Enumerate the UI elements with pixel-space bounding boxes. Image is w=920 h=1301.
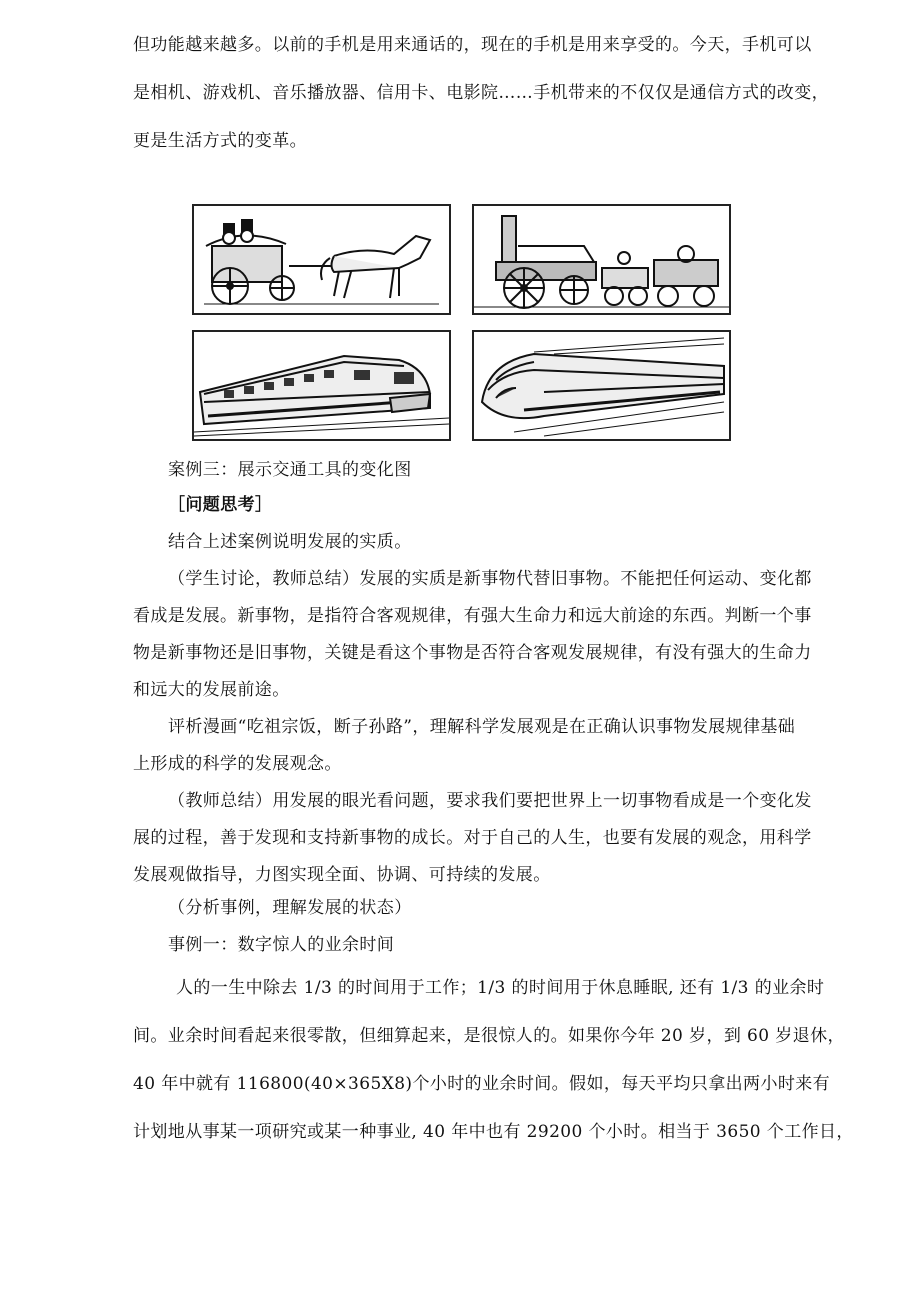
text-line: （教师总结）用发展的眼光看问题，要求我们要把世界上一切事物看成是一个变化发 bbox=[168, 791, 812, 811]
section-heading: ［问题思考］ bbox=[168, 495, 273, 515]
figure-caption: 案例三：展示交通工具的变化图 bbox=[168, 460, 412, 480]
example-title: 事例一：数字惊人的业余时间 bbox=[168, 935, 395, 955]
panel-diesel-train bbox=[192, 330, 451, 441]
text-line: 人的一生中除去 1/3 的时间用于工作；1/3 的时间用于休息睡眠, 还有 1/3 的业余时 bbox=[176, 978, 825, 998]
horse-carriage-icon bbox=[194, 206, 449, 313]
text-line: 间。业余时间看起来很零散，但细算起来，是很惊人的。如果你今年 20 岁，到 60 岁退休， bbox=[133, 1026, 845, 1046]
text-line: 是相机、游戏机、音乐播放器、信用卡、电影院……手机带来的不仅仅是通信方式的改变， bbox=[133, 83, 829, 103]
text-line: （学生讨论，教师总结）发展的实质是新事物代替旧事物。不能把任何运动、变化都 bbox=[168, 569, 812, 589]
text-line: 发展观做指导，力图实现全面、协调、可持续的发展。 bbox=[133, 865, 551, 885]
text-line: 但功能越来越多。以前的手机是用来通话的，现在的手机是用来享受的。今天，手机可以 bbox=[133, 35, 812, 55]
bullet-train-icon bbox=[474, 332, 729, 439]
text-line: 评析漫画“吃祖宗饭，断子孙路”，理解科学发展观是在正确认识事物发展规律基础 bbox=[168, 717, 796, 737]
text-line: 展的过程，善于发现和支持新事物的成长。对于自己的人生，也要有发展的观念，用科学 bbox=[133, 828, 812, 848]
panel-steam-locomotive bbox=[472, 204, 731, 315]
panel-bullet-train bbox=[472, 330, 731, 441]
analysis-note: （分析事例，理解发展的状态） bbox=[168, 898, 412, 918]
text-line: 看成是发展。新事物，是指符合客观规律，有强大生命力和远大前途的东西。判断一个事 bbox=[133, 606, 812, 626]
diesel-train-icon bbox=[194, 332, 449, 439]
panel-horse-carriage bbox=[192, 204, 451, 315]
text-line: 物是新事物还是旧事物，关键是看这个事物是否符合客观发展规律，有没有强大的生命力 bbox=[133, 643, 812, 663]
question-text: 结合上述案例说明发展的实质。 bbox=[168, 532, 412, 552]
text-line: 计划地从事某一项研究或某一种事业, 40 年中也有 29200 个小时。相当于 3650 个工作日， bbox=[133, 1122, 854, 1142]
text-line: 更是生活方式的变革。 bbox=[133, 131, 307, 151]
text-line: 上形成的科学的发展观念。 bbox=[133, 754, 342, 774]
text-line: 和远大的发展前途。 bbox=[133, 680, 290, 700]
text-line: 40 年中就有 116800(40×365X8)个小时的业余时间。假如，每天平均只拿出两小时来有 bbox=[133, 1074, 831, 1094]
steam-locomotive-icon bbox=[474, 206, 729, 313]
